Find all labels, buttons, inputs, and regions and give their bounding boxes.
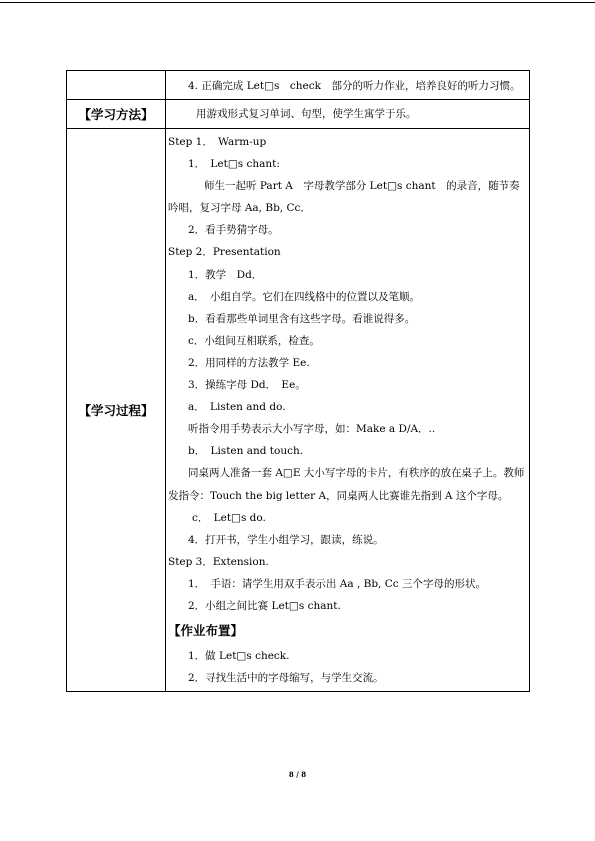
step-2-item-3: 3．操练字母 Dd． Ee。 <box>188 379 306 392</box>
step-2-item-2: 2．用同样的方法教学 Ee. <box>188 356 310 369</box>
step-2-item-1c: c．小组间互相联系，检查。 <box>188 334 320 347</box>
step-1-heading: Step 1． Warm-up <box>168 136 267 148</box>
methods-row <box>66 100 530 129</box>
step-2-heading: Step 2．Presentation <box>168 246 281 259</box>
step-1-item-2: 2．看手势猜字母。 <box>188 224 279 237</box>
step-2-item-3c: c． Let□s do. <box>192 511 266 524</box>
homework-item-1: 1．做 Let□s check. <box>188 650 290 663</box>
process-row <box>66 129 530 692</box>
homework-item-2: 2．寻找生活中的字母缩写，与学生交流。 <box>188 672 384 685</box>
step-2-item-3a-detail: 听指令用手势表示大小写字母，如：Make a D/A．.. <box>188 423 436 436</box>
process-label-cell <box>67 129 166 691</box>
step-3-heading: Step 3．Extension. <box>168 555 269 568</box>
goals-content-cell <box>166 71 529 99</box>
methods-content-cell <box>166 100 529 128</box>
step-2-item-1a: a． 小组自学。它们在四线格中的位置以及笔顺。 <box>188 290 421 303</box>
step-2-item-3a: a． Listen and do. <box>188 401 286 414</box>
process-content-cell <box>166 129 529 691</box>
page-number: 8 / 8 <box>288 770 307 779</box>
lesson-plan-table <box>66 70 530 692</box>
goal-item-4: 4. 正确完成 Let□s check 部分的听力作业，培养良好的听力习惯。 <box>188 80 521 92</box>
goals-label-cell <box>67 71 166 99</box>
step-2-item-3b: b． Listen and touch. <box>188 445 304 458</box>
homework-heading: 【作业布置】 <box>168 623 244 639</box>
step-3-item-1: 1． 手语：请学生用双手表示出 Aa , Bb, Cc 三个字母的形状。 <box>188 577 486 590</box>
goals-row <box>66 70 530 100</box>
step-1-item-1-detail: 师生一起听 Part A 字母教学部分 Let□s chant 的录音，随节奏吟唱，复习字母 Aa, Bb, Cc． <box>168 180 520 215</box>
step-2-item-1: 1．教学 Dd． <box>188 268 263 281</box>
page-top-rule <box>0 2 595 3</box>
step-1-item-1: 1． Let□s chant: <box>188 158 280 171</box>
step-3-item-2: 2．小组之间比赛 Let□s chant. <box>188 599 341 612</box>
step-2-item-3b-detail: 同桌两人准备一套 A□E 大小写字母的卡片，有秩序的放在桌子上。教师发指令：Touch the big letter A，同桌两人比赛谁先指到 A 这个字母。 <box>168 467 525 502</box>
methods-text: 用游戏形式复习单词、句型，使学生寓学于乐。 <box>196 108 417 120</box>
methods-label-cell <box>67 100 166 128</box>
step-2-item-4: 4．打开书，学生小组学习，跟读，练说。 <box>188 533 384 546</box>
methods-label: 【学习方法】 <box>78 107 154 122</box>
process-label: 【学习过程】 <box>78 403 154 419</box>
step-2-item-1b: b．看看那些单词里含有这些字母。看谁说得多。 <box>188 312 416 325</box>
